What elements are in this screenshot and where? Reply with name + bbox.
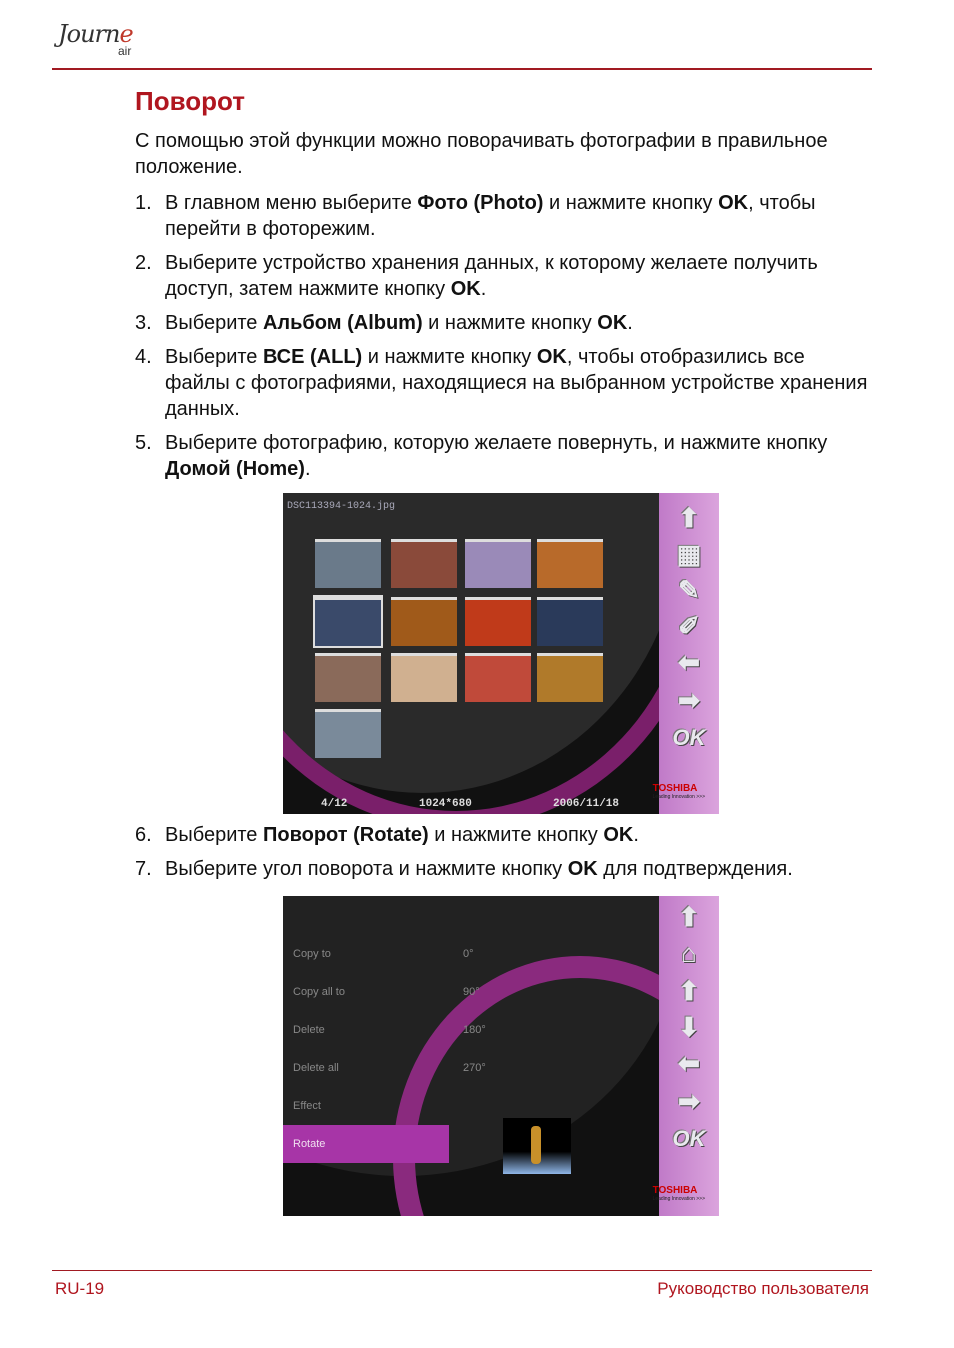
status-count: 4/12 xyxy=(321,798,348,810)
step-number: 2. xyxy=(135,252,152,274)
arrow-up-icon[interactable]: ⬆ xyxy=(678,975,700,1006)
photo-thumbnail[interactable] xyxy=(315,653,381,702)
step-emphasis: Домой (Home) xyxy=(165,458,305,480)
step-text: Выберите xyxy=(165,824,263,846)
step-text: Выберите угол поворота и нажмите кнопку xyxy=(165,858,568,880)
step-item xyxy=(135,430,875,482)
photo-thumbnail[interactable] xyxy=(391,597,457,646)
photo-thumbnail[interactable] xyxy=(391,653,457,702)
step-text: и нажмите кнопку xyxy=(362,346,537,368)
document-title: Руководство пользователя xyxy=(657,1279,869,1298)
step-emphasis: OK xyxy=(603,824,634,846)
menu-effect[interactable]: Effect xyxy=(293,1100,321,1112)
arrow-left-icon[interactable]: ⬅ xyxy=(678,1047,700,1078)
step-text: Выберите xyxy=(165,312,263,334)
step-emphasis: Поворот (Rotate) xyxy=(262,824,429,846)
screen-filename: DSC113394-1024.jpg xyxy=(287,501,396,512)
photo-thumbnail[interactable] xyxy=(537,653,603,702)
angle-270[interactable]: 270° xyxy=(463,1062,486,1074)
logo-script: Journe xyxy=(58,20,133,48)
photo-thumbnail[interactable] xyxy=(537,597,603,646)
screenshot-rotate-menu xyxy=(283,896,719,1216)
arrow-up-icon[interactable]: ⬆ xyxy=(678,502,700,533)
logo-sub: air xyxy=(118,44,132,58)
edit-icon[interactable]: ✎ xyxy=(678,574,700,605)
angle-180[interactable]: 180° xyxy=(463,1024,486,1036)
menu-copy-to[interactable]: Copy to xyxy=(293,948,331,960)
step-number: 3. xyxy=(135,312,152,334)
step-number: 5. xyxy=(135,432,152,454)
step-text: и нажмите кнопку xyxy=(422,312,598,334)
grid-icon[interactable]: ▦ xyxy=(676,538,702,569)
control-panel xyxy=(659,896,719,1216)
footer-rule xyxy=(52,1270,872,1271)
menu-delete-all[interactable]: Delete all xyxy=(293,1062,339,1074)
step-text: Выберите устройство хранения данных, к которому желаете получить доступ, затем нажмите кнопку xyxy=(165,252,818,300)
step-item xyxy=(135,856,875,882)
photo-thumbnail[interactable] xyxy=(391,539,457,588)
photo-thumbnail[interactable] xyxy=(465,653,531,702)
page-number: RU-19 xyxy=(55,1279,105,1298)
menu-delete[interactable]: Delete xyxy=(293,1024,325,1036)
step-text: Выберите xyxy=(165,346,263,368)
photo-thumbnail[interactable] xyxy=(315,597,381,646)
photo-thumbnail[interactable] xyxy=(315,539,381,588)
step-emphasis: OK xyxy=(567,858,598,880)
photo-thumbnail[interactable] xyxy=(465,539,531,588)
screenshot-photo-grid xyxy=(283,493,719,814)
step-text: . xyxy=(633,824,639,846)
step-text: и нажмите кнопку xyxy=(428,824,604,846)
section-title: Поворот xyxy=(135,86,245,116)
step-text: , чтобы отобразились все файлы с фотографиями, находящиеся на выбранном устройстве хранения данных. xyxy=(165,346,868,420)
home-icon[interactable]: ⌂ xyxy=(681,937,697,968)
step-text: . xyxy=(304,458,311,480)
preview-figure xyxy=(531,1126,541,1164)
step-item xyxy=(135,344,875,422)
toshiba-logo: TOSHIBA Leading Innovation >>> xyxy=(652,783,705,800)
journe-air-logo xyxy=(52,14,152,66)
arrow-right-icon[interactable]: ➡ xyxy=(678,684,700,715)
step-number: 4. xyxy=(135,346,152,368)
arrow-up-icon[interactable]: ⬆ xyxy=(678,901,700,932)
menu-copy-all-to[interactable]: Copy all to xyxy=(293,986,345,998)
menu-rotate[interactable]: Rotate xyxy=(293,1138,326,1150)
ok-button[interactable]: OK xyxy=(672,1126,706,1151)
step-emphasis: OK xyxy=(450,278,481,300)
step-text: Выберите фотографию, которую желаете повернуть, и нажмите кнопку xyxy=(165,432,828,454)
step-number: 6. xyxy=(135,824,152,846)
header-rule xyxy=(52,68,872,70)
step-emphasis: OK xyxy=(597,312,628,334)
photo-thumbnail[interactable] xyxy=(465,597,531,646)
control-panel xyxy=(659,493,719,814)
edit-multi-icon[interactable]: ✐ xyxy=(678,610,700,641)
step-text: . xyxy=(627,312,633,334)
intro-paragraph: С помощью этой функции можно поворачивать фотографии в правильное положение. xyxy=(135,130,828,178)
preview-thumbnail xyxy=(503,1118,571,1174)
toshiba-logo: TOSHIBA Leading Innovation >>> xyxy=(652,1185,705,1202)
step-item xyxy=(135,190,875,242)
step-text: , чтобы перейти в фоторежим. xyxy=(165,192,816,240)
step-number: 7. xyxy=(135,858,152,880)
step-emphasis: Фото (Photo) xyxy=(417,192,544,214)
steps-list-first xyxy=(135,190,875,490)
step-emphasis: Альбом (Album) xyxy=(262,312,423,334)
angle-0[interactable]: 0° xyxy=(463,948,474,960)
status-resolution: 1024*680 xyxy=(419,798,472,810)
steps-list-second xyxy=(135,822,875,890)
step-item xyxy=(135,310,875,336)
photo-thumbnail[interactable] xyxy=(315,709,381,758)
step-text: . xyxy=(480,278,487,300)
step-number: 1. xyxy=(135,192,152,214)
step-emphasis: ВСЕ (ALL) xyxy=(262,346,363,368)
angle-90[interactable]: 90° xyxy=(463,986,480,998)
status-date: 2006/11/18 xyxy=(553,798,620,810)
step-item xyxy=(135,822,875,848)
step-text: В главном меню выберите xyxy=(165,192,418,214)
arrow-left-icon[interactable]: ⬅ xyxy=(678,646,700,677)
ok-button[interactable]: OK xyxy=(672,725,706,750)
step-emphasis: OK xyxy=(536,346,567,368)
arrow-right-icon[interactable]: ➡ xyxy=(678,1085,700,1116)
step-item xyxy=(135,250,875,302)
step-text: и нажмите кнопку xyxy=(543,192,719,214)
photo-thumbnail[interactable] xyxy=(537,539,603,588)
step-emphasis: OK xyxy=(718,192,749,214)
arrow-down-icon[interactable]: ⬇ xyxy=(678,1011,700,1042)
step-text: для подтверждения. xyxy=(597,858,793,880)
